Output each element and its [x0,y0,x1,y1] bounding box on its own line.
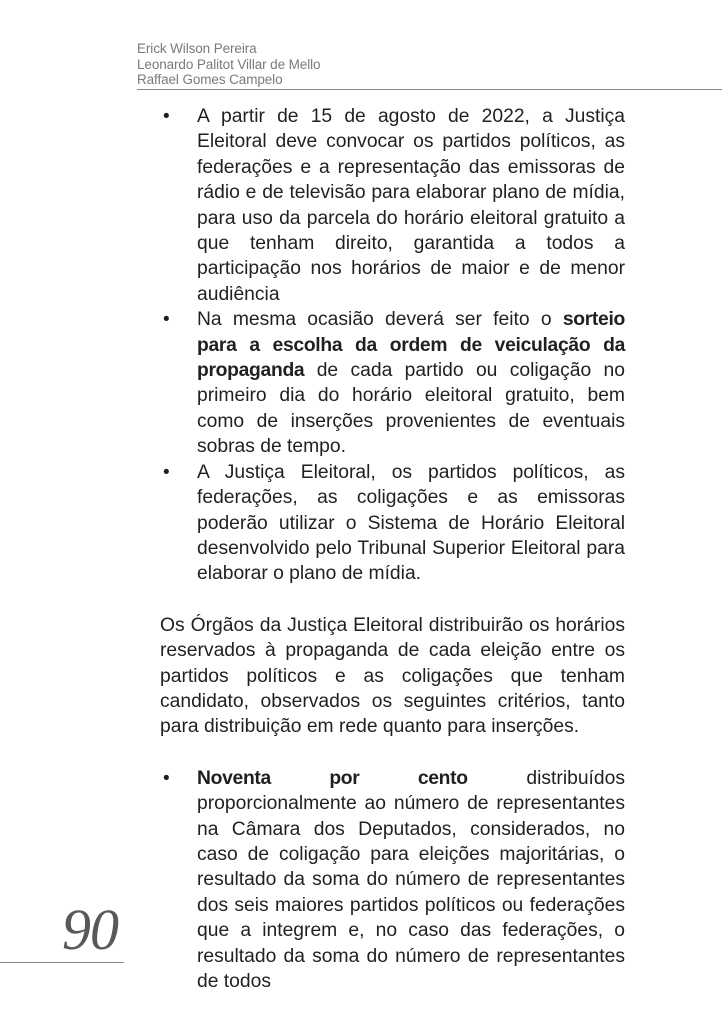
list-item-text: A partir de 15 de agosto de 2022, a Justiça Eleitoral deve convocar os partidos políticos, as federações e a representação das emissoras de rádio e de televisão para elaborar plano de mídia, para uso da parcela do horário eleitoral gratuito a que tenham direito, garantida a todos a participação nos horários de maior e de menor audiência [197,106,625,305]
bullet-list-1 [160,104,625,587]
header-divider [137,89,722,90]
running-header [137,41,320,88]
list-item-text: distribuídos proporcionalmente ao número de representantes na Câmara dos Deputados, considerados, no caso de coligação para eleições majoritárias, o resultado da soma do número de representantes dos seis maiores partidos políticos ou federações que a integrem e, no caso das federações, o resultado da soma do número de representantes de todos [197,767,625,992]
list-item-emphasis: sorteio para a escolha da ordem de veiculação da propaganda [197,309,625,382]
footer-divider [0,962,124,963]
page-body [160,104,625,994]
body-paragraph: Os Órgãos da Justiça Eleitoral distribuirão os horários reservados à propaganda de cada eleição entre os partidos políticos e as coligações que tenham candidato, observados os seguintes critérios, tanto para distribuição em rede quanto para inserções. [160,614,625,738]
list-item [160,766,625,995]
bullet-icon: • [163,309,170,331]
list-item-text: de cada partido ou coligação no primeiro dia do horário eleitoral gratuito, bem como de inserções provenientes de eventuais sobras de tempo. [197,360,625,458]
bullet-icon: • [163,106,170,127]
header-author-2: Leonardo Palitot Villar de Mello [137,56,321,72]
list-item [160,460,625,587]
list-item-text: A Justiça Eleitoral, os partidos políticos, as federações, as coligações e as emissoras poderão utilizar o Sistema de Horário Eleitoral desenvolvido pelo Tribunal Superior Eleitoral para elaborar o plano de mídia. [197,461,625,585]
list-item-emphasis: Noventa por cento [197,767,468,789]
list-item [160,104,625,307]
bullet-list-2 [160,766,625,995]
list-item [160,307,625,459]
header-author-3: Raffael Gomes Campelo [137,72,283,87]
page-number: 90 [62,897,118,962]
bullet-icon: • [163,461,170,483]
bullet-icon: • [163,767,170,789]
list-item-text: Na mesma ocasião deverá ser feito o [197,309,563,331]
header-author-1: Erick Wilson Pereira [137,41,257,56]
